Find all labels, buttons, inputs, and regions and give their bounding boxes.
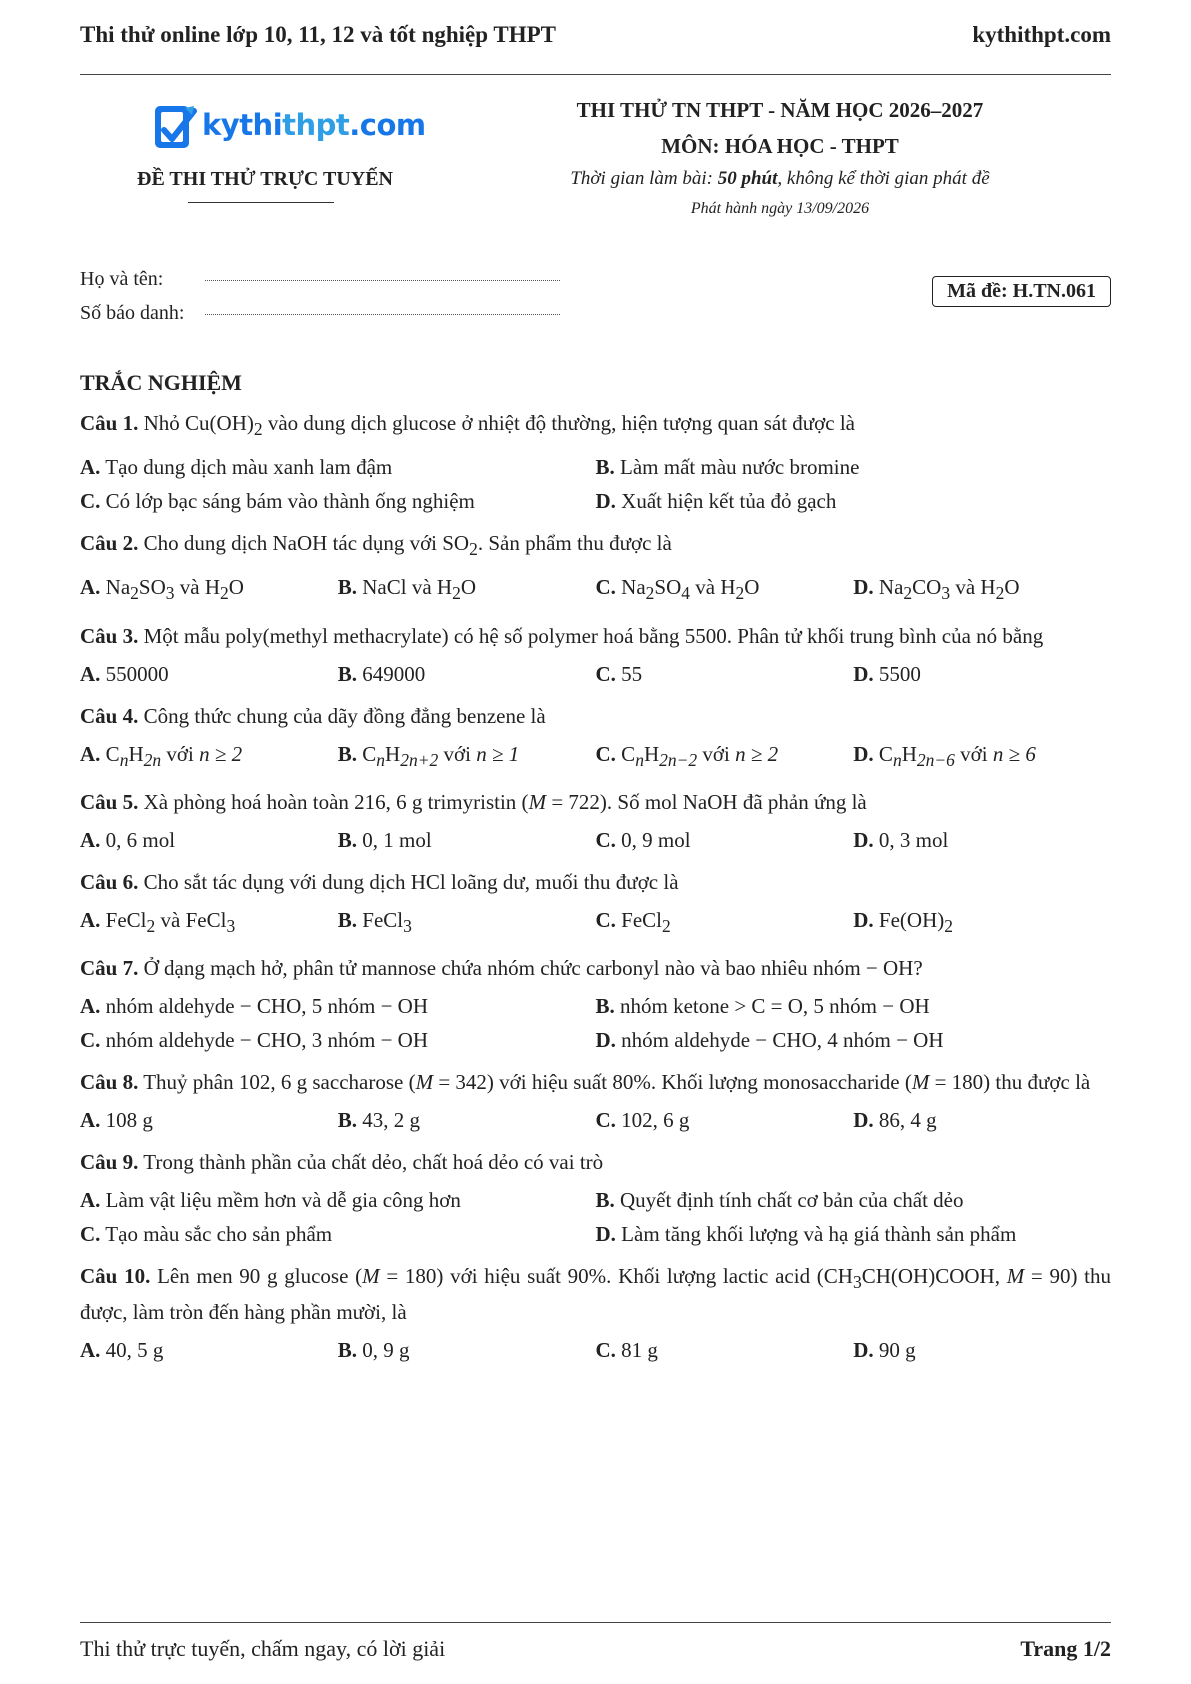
option-7b[interactable]: B. nhóm ketone > C = O, 5 nhóm − OH xyxy=(595,993,930,1018)
option-4d[interactable]: D. $C_nH_{2n-6}$ với n ≥ 6 xyxy=(853,741,1036,770)
option-5c[interactable]: C. 0, 9 mol xyxy=(595,827,691,852)
options-10 xyxy=(80,1331,1111,1365)
options-5 xyxy=(80,821,1111,855)
question-4: Câu 4. Công thức chung của dãy đồng đẳng benzene là xyxy=(80,703,546,728)
page-header xyxy=(80,22,1111,52)
logo-wordmark: kythithpt.com xyxy=(202,108,426,142)
option-5d[interactable]: D. 0, 3 mol xyxy=(853,827,949,852)
header-left-text: Thi thử online lớp 10, 11, 12 và tốt nghiệp THPT xyxy=(80,22,556,47)
option-9b[interactable]: B. Quyết định tính chất cơ bản của chất dẻo xyxy=(595,1187,964,1212)
question-2: Câu 2. Cho dung dịch NaOH tác dụng với $SO_2$. Sản phẩm thu được là xyxy=(80,531,672,560)
option-10d[interactable]: D. 90 g xyxy=(853,1338,916,1363)
option-9c[interactable]: C. Tạo màu sắc cho sản phẩm xyxy=(80,1221,333,1246)
student-info xyxy=(80,266,560,334)
question-6: Câu 6. Cho sắt tác dụng với dung dịch HCl loãng dư, muối thu được là xyxy=(80,869,679,894)
option-8d[interactable]: D. 86, 4 g xyxy=(853,1107,937,1132)
option-5b[interactable]: B. 0, 1 mol xyxy=(337,827,432,852)
option-1d[interactable]: D. Xuất hiện kết tủa đỏ gạch xyxy=(595,489,837,514)
option-7a[interactable]: A. nhóm aldehyde − CHO, 5 nhóm − OH xyxy=(80,993,428,1018)
id-label: Số báo danh: xyxy=(80,302,185,324)
exam-code-box: Mã đề: H.TN.061 xyxy=(932,276,1111,307)
options-7 xyxy=(80,987,1111,1055)
option-6c[interactable]: C. FeCl$_2$ xyxy=(595,907,671,936)
option-10a[interactable]: A. 40, 5 g xyxy=(80,1338,164,1363)
exam-heading xyxy=(540,96,1020,221)
option-6a[interactable]: A. FeCl$_2$ và FeCl$_3$ xyxy=(80,907,236,936)
exam-duration: Thời gian làm bài: 50 phút, không kể thời gian phát đề xyxy=(570,168,990,189)
option-8a[interactable]: A. 108 g xyxy=(80,1107,153,1132)
option-3b[interactable]: B. 649000 xyxy=(337,661,426,686)
question-9: Câu 9. Trong thành phần của chất dẻo, chất hoá dẻo có vai trò xyxy=(80,1149,604,1174)
option-8b[interactable]: B. 43, 2 g xyxy=(337,1107,421,1132)
option-4c[interactable]: C. $C_nH_{2n-2}$ với n ≥ 2 xyxy=(595,741,779,770)
online-exam-title: ĐỀ THI THỬ TRỰC TUYẾN xyxy=(137,168,393,190)
exam-title: THI THỬ TN THPT - NĂM HỌC 2026–2027 xyxy=(576,98,984,122)
option-1a[interactable]: A. Tạo dung dịch màu xanh lam đậm xyxy=(80,455,393,480)
question-10: Câu 10. Lên men 90 g glucose (M = 180) với hiệu suất 90%. Khối lượng lactic acid ($CH_3CH(OH)COOH$, M = 90) thu được, làm tròn đến hàng phần mười, là xyxy=(80,1263,1112,1325)
options-8 xyxy=(80,1101,1111,1135)
option-1c[interactable]: C. Có lớp bạc sáng bám vào thành ống nghiệm xyxy=(80,489,475,514)
option-6b[interactable]: B. FeCl$_3$ xyxy=(337,907,412,936)
options-4 xyxy=(80,735,1111,775)
question-5: Câu 5. Xà phòng hoá hoàn toàn 216, 6 g trimyristin (M = 722). Số mol NaOH đã phản ứng là xyxy=(80,789,867,814)
option-3c[interactable]: C. 55 xyxy=(595,661,643,686)
option-10b[interactable]: B. 0, 9 g xyxy=(337,1338,410,1363)
exam-issue-date: Phát hành ngày 13/09/2026 xyxy=(690,200,870,217)
option-2c[interactable]: C. $Na_2SO_4$ và $H_2O$ xyxy=(595,575,760,604)
options-1 xyxy=(80,448,1111,516)
title-underline xyxy=(188,202,334,203)
option-7d[interactable]: D. nhóm aldehyde − CHO, 4 nhóm − OH xyxy=(595,1027,944,1052)
header-rule xyxy=(80,74,1111,75)
option-10c[interactable]: C. 81 g xyxy=(595,1338,658,1363)
question-1: Câu 1. Nhỏ $Cu(OH)_2$ vào dung dịch glucose ở nhiệt độ thường, hiện tượng quan sát được là xyxy=(80,411,855,440)
option-2a[interactable]: A. $Na_2SO_3$ và $H_2O$ xyxy=(80,575,244,604)
student-id-field[interactable] xyxy=(205,300,560,315)
option-3a[interactable]: A. 550000 xyxy=(80,661,169,686)
option-4b[interactable]: B. $C_nH_{2n+2}$ với n ≥ 1 xyxy=(337,741,520,770)
footer-rule xyxy=(80,1622,1111,1623)
option-4a[interactable]: A. $C_nH_{2n}$ với n ≥ 2 xyxy=(80,741,243,770)
logo-check-icon xyxy=(152,102,198,152)
header-site-link[interactable]: kythithpt.com xyxy=(972,22,1111,47)
option-7c[interactable]: C. nhóm aldehyde − CHO, 3 nhóm − OH xyxy=(80,1027,428,1052)
question-list xyxy=(80,408,1111,1377)
option-1b[interactable]: B. Làm mất màu nước bromine xyxy=(595,455,860,480)
options-2 xyxy=(80,568,1111,608)
page-number: Trang 1/2 xyxy=(1020,1636,1111,1661)
option-6d[interactable]: D. $Fe(OH)_2$ xyxy=(853,907,953,936)
name-label: Họ và tên: xyxy=(80,268,164,290)
option-9d[interactable]: D. Làm tăng khối lượng và hạ giá thành sản phẩm xyxy=(595,1221,1017,1246)
question-3: Câu 3. Một mẫu poly(methyl methacrylate) có hệ số polymer hoá bằng 5500. Phân tử khối trung bình của nó bằng xyxy=(80,623,1044,648)
exam-subject: MÔN: HÓA HỌC - THPT xyxy=(661,134,899,158)
question-7: Câu 7. Ở dạng mạch hở, phân tử mannose chứa nhóm chức carbonyl nào và bao nhiêu nhóm − OH? xyxy=(80,955,923,980)
option-8c[interactable]: C. 102, 6 g xyxy=(595,1107,690,1132)
option-9a[interactable]: A. Làm vật liệu mềm hơn và dễ gia công hơn xyxy=(80,1187,461,1212)
name-field[interactable] xyxy=(205,266,560,281)
option-2d[interactable]: D. $Na_2CO_3$ và $H_2O$ xyxy=(853,575,1020,604)
options-3 xyxy=(80,655,1111,689)
options-9 xyxy=(80,1181,1111,1249)
option-3d[interactable]: D. 5500 xyxy=(853,661,921,686)
question-8: Câu 8. Thuỷ phân 102, 6 g saccharose (M = 342) với hiệu suất 80%. Khối lượng monosaccharide (M = 180) thu được là xyxy=(80,1069,1091,1094)
option-5a[interactable]: A. 0, 6 mol xyxy=(80,827,176,852)
options-6 xyxy=(80,901,1111,941)
section-title: TRẮC NGHIỆM xyxy=(80,370,242,395)
option-2b[interactable]: B. NaCl và $H_2O$ xyxy=(337,575,477,604)
footer-tagline: Thi thử trực tuyến, chấm ngay, có lời giải xyxy=(80,1636,446,1661)
